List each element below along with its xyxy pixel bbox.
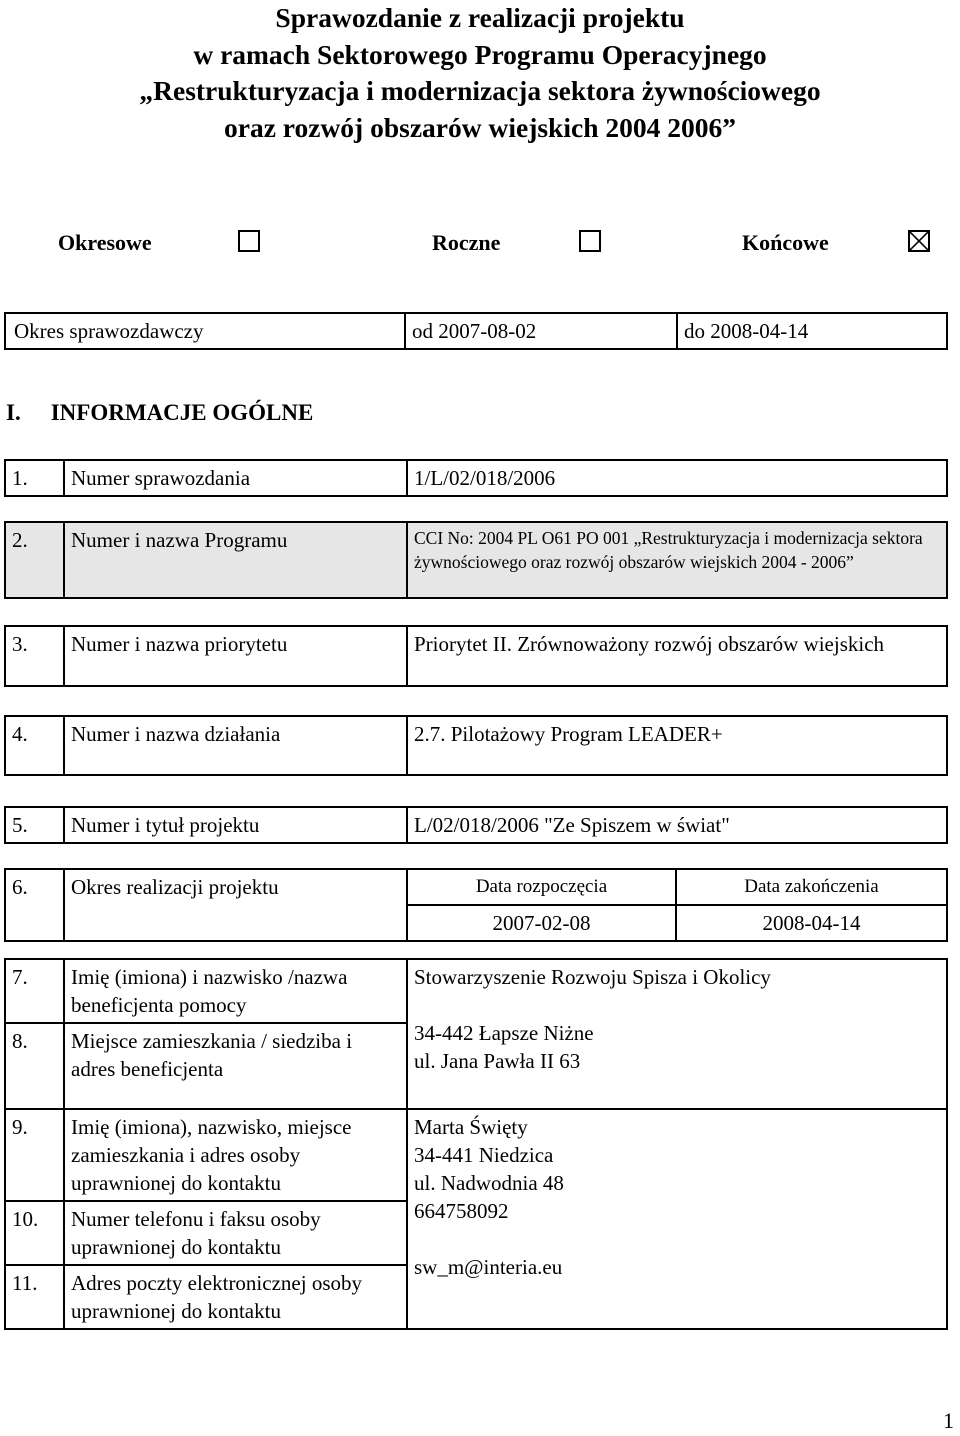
final-checkbox[interactable] [908,230,930,252]
row-11-label: Adres poczty elektronicznej osoby uprawnionej do kontaktu [64,1265,407,1329]
row-11-number: 11. [5,1265,64,1329]
title-line-1: Sprawozdanie z realizacji projektu [275,2,685,33]
row-9-11-value [407,1109,947,1329]
row-2-number: 2. [5,522,64,598]
row-8-value-line-1: 34-442 Łapsze Niżne [414,1021,594,1045]
section-number: I. [6,400,21,425]
row-11-value: sw_m@interia.eu [414,1255,563,1279]
row-2-value: CCI No: 2004 PL O61 PO 001 „Restrukturyzacja i modernizacja sektora żywnościowego oraz rozwój obszarów wiejskich 2004 - 2006” [407,522,947,598]
row-8-value-line-2: ul. Jana Pawła II 63 [414,1049,581,1073]
row-4 [4,715,948,776]
annual-checkbox[interactable] [579,230,601,252]
row-7-label: Imię (imiona) i nazwisko /nazwa beneficjenta pomocy [64,959,407,1023]
row-6-start-header: Data rozpoczęcia [407,869,676,905]
row-2 [4,521,948,599]
periodic-checkbox[interactable] [238,230,260,252]
row-3-label: Numer i nazwa priorytetu [64,626,407,686]
contact-table [4,958,948,1330]
title-line-4: oraz rozwój obszarów wiejskich 2004 2006” [224,111,736,143]
row-5 [4,806,948,844]
row-10-number: 10. [5,1201,64,1265]
row-8-number: 8. [5,1023,64,1109]
row-4-number: 4. [5,716,64,775]
row-3-number: 3. [5,626,64,686]
row-6-start-date: 2007-02-08 [407,905,676,941]
title-line-3: „Restrukturyzacja i modernizacja sektora żywnościowego [139,75,821,106]
row-4-label: Numer i nazwa działania [64,716,407,775]
row-1 [4,459,948,497]
title-line-2: w ramach Sektorowego Programu Operacyjnego [193,38,767,70]
row-1-value: 1/L/02/018/2006 [407,460,947,496]
row-4-value: 2.7. Pilotażowy Program LEADER+ [407,716,947,775]
section-title: INFORMACJE OGÓLNE [50,400,314,425]
annual-label: Roczne [432,230,501,255]
row-9-value-line-1: Marta Święty [414,1115,528,1139]
row-5-value: L/02/018/2006 "Ze Spiszem w świat" [407,807,947,843]
row-6-end-header: Data zakończenia [676,869,947,905]
row-2-label: Numer i nazwa Programu [64,522,407,598]
row-6 [4,868,948,942]
row-3 [4,625,948,687]
row-6-number: 6. [5,869,64,941]
row-3-value: Priorytet II. Zrównoważony rozwój obszarów wiejskich [407,626,947,686]
row-9-label: Imię (imiona), nazwisko, miejsce zamieszkania i adres osoby uprawnionej do kontaktu [64,1109,407,1201]
row-9-value-line-2: 34-441 Niedzica [414,1143,554,1167]
row-1-label: Numer sprawozdania [64,460,407,496]
row-7-number: 7. [5,959,64,1023]
row-9-number: 9. [5,1109,64,1201]
periodic-label: Okresowe [58,230,152,255]
reporting-period-to: do 2008-04-14 [677,313,947,349]
reporting-period-label: Okres sprawozdawczy [5,313,405,349]
page-number: 1 [943,1408,954,1433]
row-10-label: Numer telefonu i faksu osoby uprawnionej do kontaktu [64,1201,407,1265]
document-title [0,0,960,146]
report-type-row [0,226,960,260]
row-10-value: 664758092 [414,1199,509,1223]
row-7-value: Stowarzyszenie Rozwoju Spisza i Okolicy [414,965,771,989]
reporting-period-from: od 2007-08-02 [405,313,677,349]
final-label: Końcowe [742,230,829,255]
check-x-icon [910,232,928,250]
row-8-label: Miejsce zamieszkania / siedziba i adres beneficjenta [64,1023,407,1109]
row-7-8-value [407,959,947,1109]
reporting-period-table [4,312,948,350]
section-heading [6,400,313,426]
row-6-label: Okres realizacji projektu [64,869,407,941]
row-5-label: Numer i tytuł projektu [64,807,407,843]
row-6-end-date: 2008-04-14 [676,905,947,941]
row-5-number: 5. [5,807,64,843]
row-1-number: 1. [5,460,64,496]
row-9-value-line-3: ul. Nadwodnia 48 [414,1171,564,1195]
